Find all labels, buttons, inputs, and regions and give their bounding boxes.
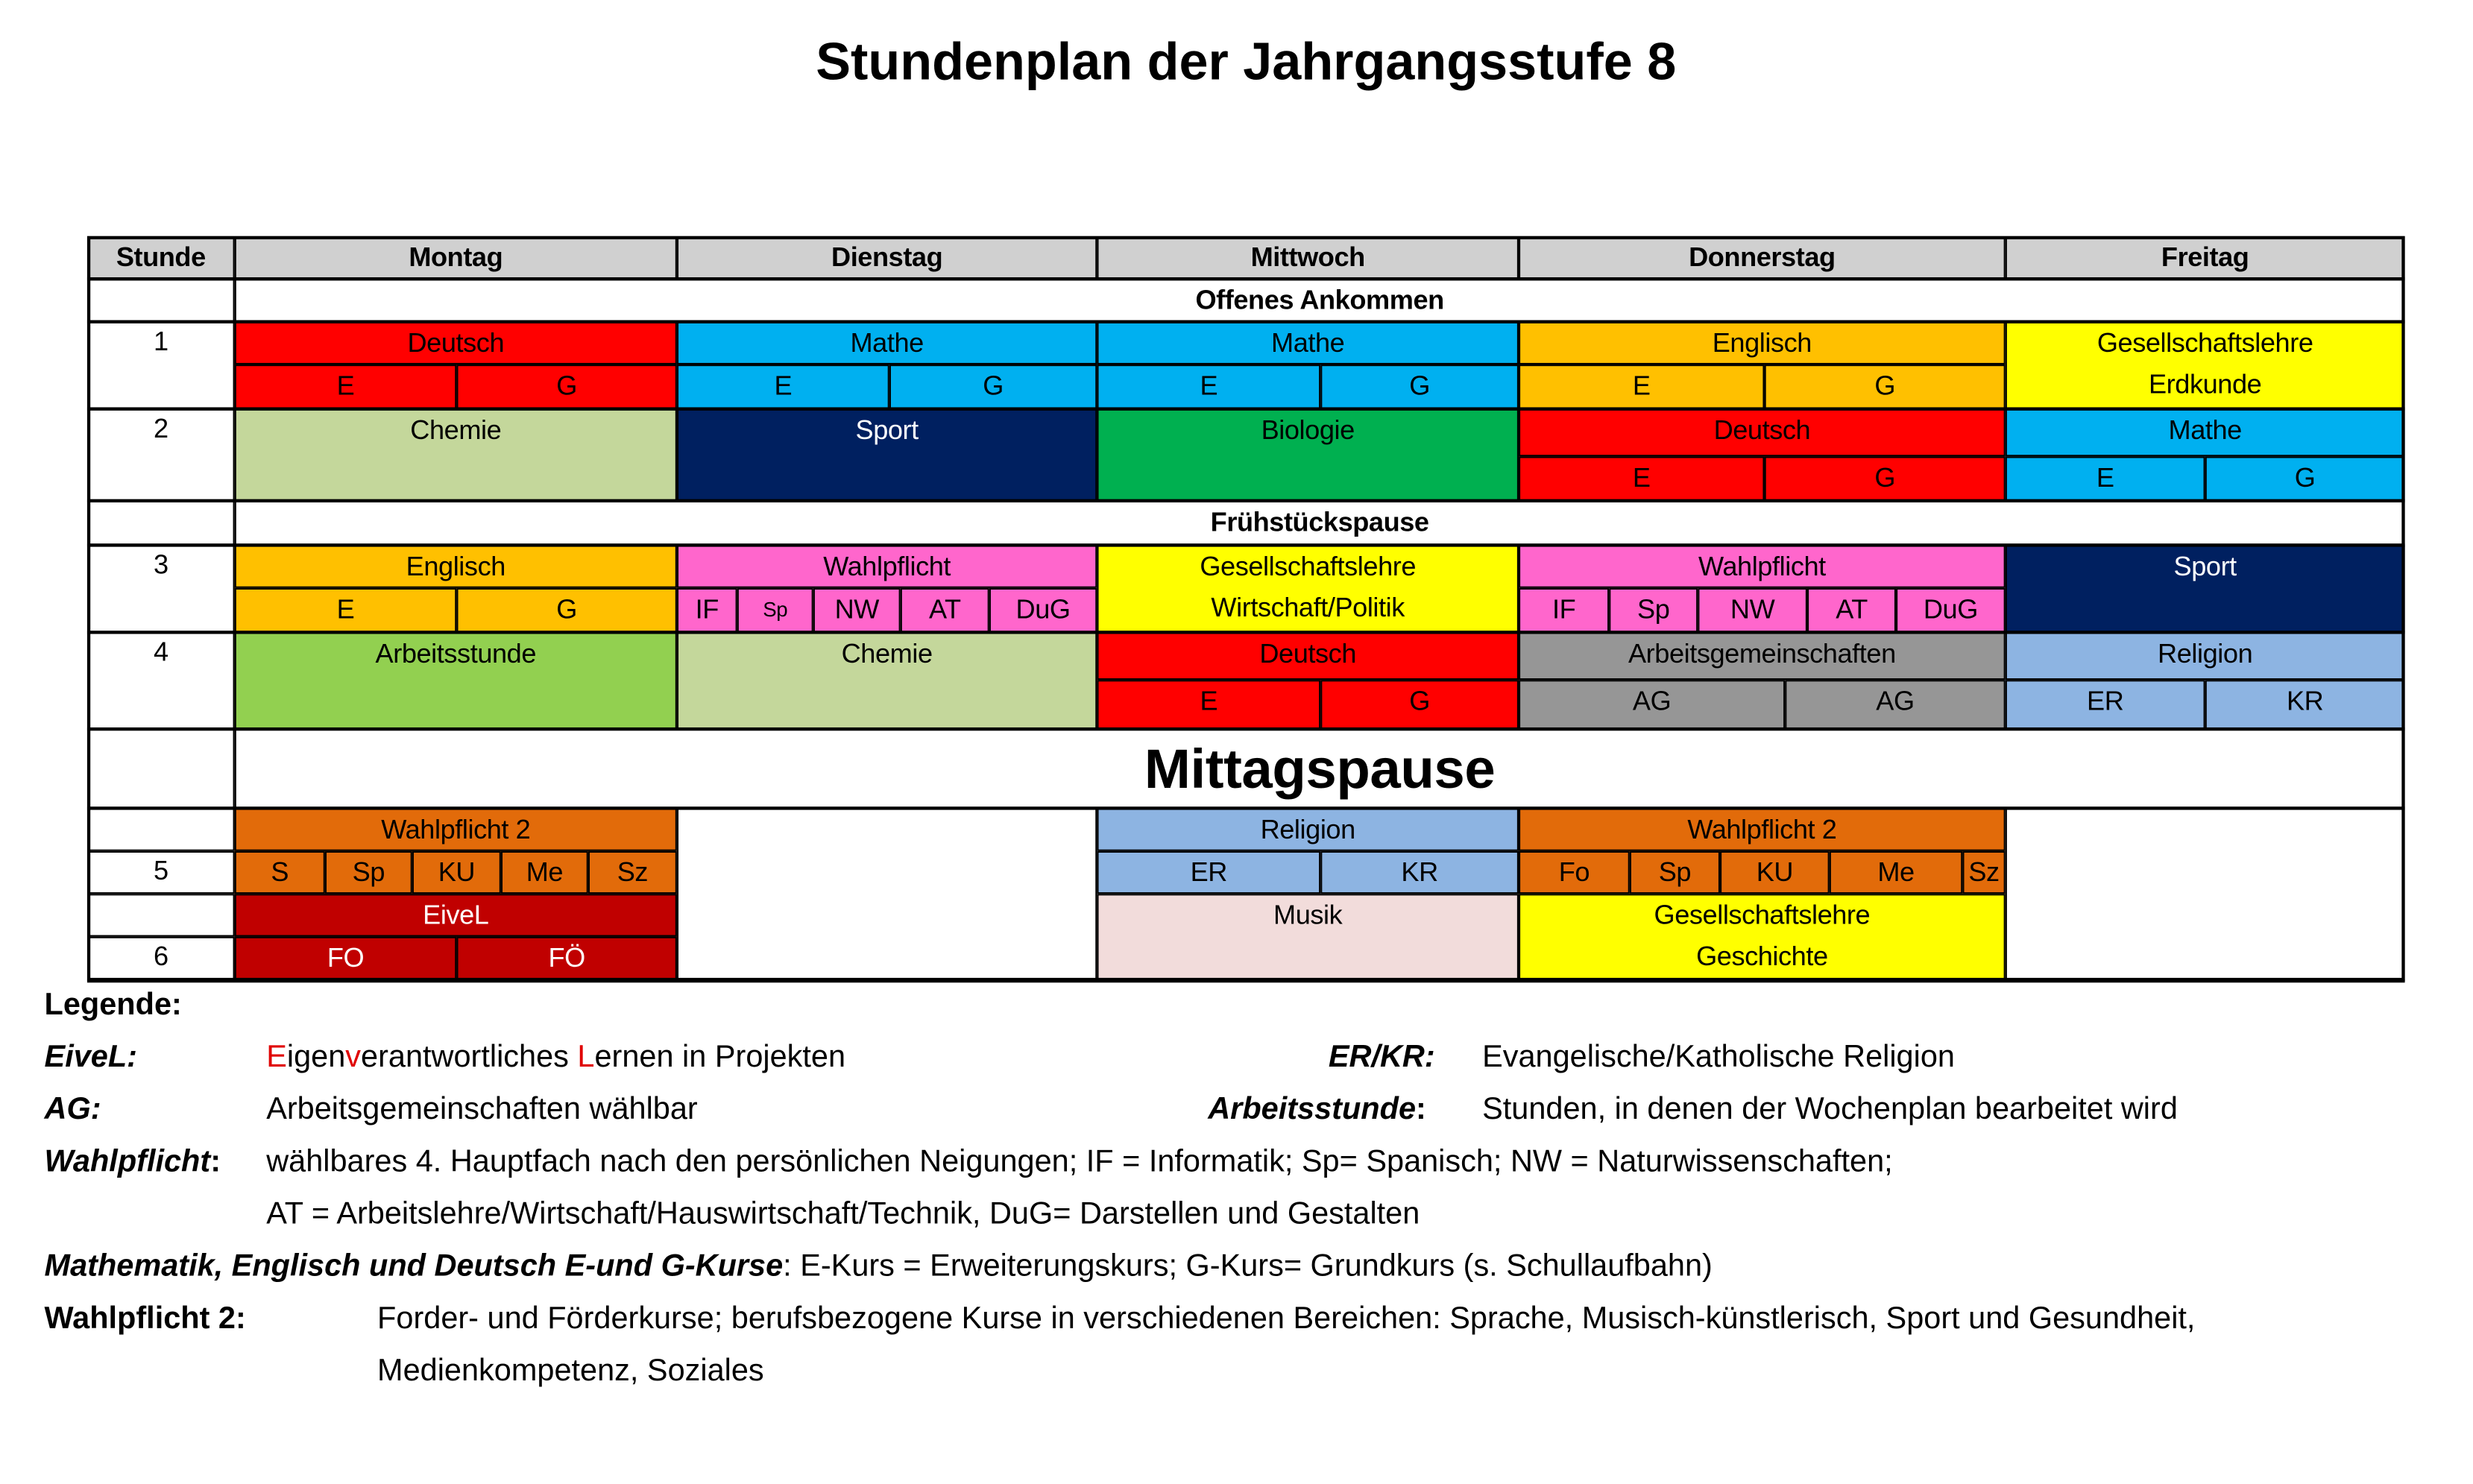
lesson-deutsch: Deutsch: [235, 322, 677, 364]
column-header-5: Freitag: [2006, 236, 2405, 279]
hour-cell: 6: [87, 937, 235, 982]
column-header-4: Donnerstag: [1519, 236, 2006, 279]
hour-cell: [87, 808, 235, 850]
lesson-dug: DuG: [1896, 588, 2006, 633]
legend-eivel-part: v: [345, 1039, 362, 1075]
column-header-0: Stunde: [87, 236, 235, 279]
lesson-sp: Sp: [1609, 588, 1698, 633]
lesson-kr: KR: [1320, 851, 1519, 894]
lesson-fö: FÖ: [456, 937, 677, 982]
lesson-e: E: [677, 364, 889, 409]
legend-term-kurse: Mathematik, Englisch und Deutsch E-und G-Kurse: [44, 1248, 784, 1284]
hour-cell: 2: [87, 409, 235, 501]
column-header-1: Montag: [235, 236, 677, 279]
legend-def-ag: Arbeitsgemeinschaften wählbar: [266, 1092, 698, 1127]
lesson-ag: AG: [1519, 680, 1785, 729]
break-mittagspause: Mittagspause: [235, 729, 2405, 808]
lesson-wahlpflicht-2: Wahlpflicht 2: [1519, 808, 2006, 850]
lesson-ku: KU: [412, 851, 501, 894]
break-fruehstueckspause: Frühstückspause: [235, 501, 2405, 546]
lesson-chemie: Chemie: [235, 409, 677, 501]
lesson-e: E: [235, 588, 457, 633]
lesson-g: G: [1765, 456, 2006, 501]
lesson-g: G: [1765, 364, 2006, 409]
lesson-gesellschaftslehre: [1097, 545, 1519, 632]
hour-cell: [87, 501, 235, 546]
lesson-wahlpflicht: Wahlpflicht: [677, 545, 1097, 587]
legend-def-eivel: [266, 1040, 845, 1076]
row-divider: [87, 277, 2405, 280]
lesson-e: E: [1097, 364, 1320, 409]
page-title: Stundenplan der Jahrgangsstufe 8: [816, 31, 1677, 91]
legend-heading: Legende:: [44, 987, 182, 1023]
lesson-chemie: Chemie: [677, 632, 1097, 729]
lesson-gesellschaftslehre: [2006, 322, 2405, 409]
cell-line: Gesellschaftslehre: [1654, 900, 1871, 931]
lesson-sport: Sport: [2006, 545, 2405, 632]
cell-line: Wirtschaft/Politik: [1211, 593, 1405, 623]
lesson-g: G: [889, 364, 1097, 409]
lesson-if: IF: [677, 588, 737, 633]
lesson-religion: Religion: [2006, 632, 2405, 680]
legend-def-wahlpflicht-cont: AT = Arbeitslehre/Wirtschaft/Hauswirtschaft/Technik, DuG= Darstellen und Gestalten: [266, 1196, 1420, 1232]
legend-eivel-part: E: [266, 1039, 287, 1075]
lesson-wahlpflicht-2: Wahlpflicht 2: [235, 808, 677, 850]
hour-cell: 3: [87, 545, 235, 632]
hour-cell: 1: [87, 322, 235, 409]
legend-def-arbeitsstunde: Stunden, in denen der Wochenplan bearbeitet wird: [1482, 1092, 2178, 1127]
lesson-g: G: [456, 588, 677, 633]
lesson-e: E: [235, 364, 457, 409]
lesson-er: ER: [2006, 680, 2205, 729]
legend-term-arbeitsstunde: [1208, 1092, 1426, 1128]
lesson-sz: Sz: [1962, 851, 2005, 894]
cell-line: Erdkunde: [2149, 369, 2262, 400]
lesson-mathe: Mathe: [2006, 409, 2405, 457]
lesson-sport: Sport: [677, 409, 1097, 501]
legend-term-wahlpflicht2: Wahlpflicht 2:: [44, 1301, 246, 1336]
lesson-musik: Musik: [1097, 894, 1519, 981]
lesson-fo: Fo: [1519, 851, 1630, 894]
lesson-e: E: [1519, 456, 1765, 501]
lesson-kr: KR: [2205, 680, 2405, 729]
legend-term-text: Wahlpflicht: [44, 1144, 211, 1179]
legend-term-wahlpflicht: [45, 1144, 221, 1181]
legend-eivel-part: ernen in Projekten: [594, 1039, 846, 1075]
row-divider: [87, 806, 2405, 809]
legend-colon: :: [1416, 1092, 1426, 1127]
lesson-ku: KU: [1720, 851, 1830, 894]
lesson-nw: NW: [813, 588, 901, 633]
lesson-deutsch: Deutsch: [1097, 632, 1519, 680]
legend-def-kurse: : E-Kurs = Erweiterungskurs; G-Kurs= Grundkurs (s. Schullaufbahn): [783, 1248, 1713, 1284]
lesson-sp: Sp: [1630, 851, 1720, 894]
lesson-gesellschaftslehre: [1519, 894, 2006, 981]
lesson-me: Me: [501, 851, 588, 894]
hour-cell: [87, 894, 235, 936]
cell-line: Gesellschaftslehre: [2096, 328, 2313, 359]
lesson-religion: Religion: [1097, 808, 1519, 850]
legend-term-ag: AG:: [44, 1092, 101, 1127]
lesson-at: AT: [901, 588, 989, 633]
lesson-wahlpflicht: Wahlpflicht: [1519, 545, 2006, 587]
lesson-g: G: [1320, 680, 1519, 729]
legend-eivel-part: L: [577, 1039, 595, 1075]
lesson-sp: Sp: [737, 588, 813, 633]
row-divider: [87, 979, 2405, 982]
hour-cell: 4: [87, 632, 235, 729]
legend-kurse: [45, 1249, 1713, 1286]
row-divider: [87, 631, 2405, 634]
hour-cell: 5: [87, 851, 235, 894]
lesson-arbeitsstunde: Arbeitsstunde: [235, 632, 677, 729]
legend-term-erkr: ER/KR:: [1328, 1039, 1435, 1075]
legend-def-wahlpflicht2: Forder- und Förderkurse; berufsbezogene Kurse in verschiedenen Bereichen: Sprache, Musisch-künstlerisch, Sport und Gesundheit,: [377, 1301, 2196, 1336]
row-divider: [87, 499, 2405, 502]
hour-cell: [87, 729, 235, 808]
legend-def-wahlpflicht2-cont: Medienkompetenz, Soziales: [377, 1353, 764, 1389]
legend-term-text: Arbeitsstunde: [1208, 1092, 1417, 1127]
lesson-ag: AG: [1785, 680, 2006, 729]
lesson-sp: Sp: [325, 851, 412, 894]
column-header-2: Dienstag: [677, 236, 1097, 279]
lesson-e: E: [1097, 680, 1320, 729]
row-divider: [87, 407, 2405, 410]
lesson-nw: NW: [1698, 588, 1807, 633]
lesson-g: G: [1320, 364, 1519, 409]
legend-def-wahlpflicht: wählbares 4. Hauptfach nach den persönlichen Neigungen; IF = Informatik; Sp= Spanisch; NW = Naturwissenschaften;: [266, 1144, 1893, 1179]
hour-cell: [87, 279, 235, 321]
legend-eivel-part: igen: [286, 1039, 346, 1075]
legend-colon: :: [210, 1144, 221, 1179]
lesson-e: E: [1519, 364, 1765, 409]
legend-def-erkr: Evangelische/Katholische Religion: [1482, 1039, 1955, 1075]
column-header-3: Mittwoch: [1097, 236, 1519, 279]
lesson-g: G: [2205, 456, 2405, 501]
row-divider: [87, 543, 2405, 546]
legend-eivel-part: erantwortliches: [361, 1039, 578, 1075]
lesson-er: ER: [1097, 851, 1320, 894]
lesson-deutsch: Deutsch: [1519, 409, 2006, 457]
break-offenes-ankommen: Offenes Ankommen: [235, 279, 2405, 321]
lesson-mathe: Mathe: [677, 322, 1097, 364]
lesson-sz: Sz: [588, 851, 677, 894]
lesson-me: Me: [1830, 851, 1963, 894]
row-divider: [87, 727, 2405, 730]
cell-line: Geschichte: [1696, 941, 1828, 972]
lesson-at: AT: [1807, 588, 1896, 633]
lesson-if: IF: [1519, 588, 1609, 633]
empty-slot: [677, 808, 1097, 981]
lesson-g: G: [456, 364, 677, 409]
lesson-s: S: [235, 851, 325, 894]
lesson-arbeitsgemeinschaften: Arbeitsgemeinschaften: [1519, 632, 2006, 680]
lesson-fo: FO: [235, 937, 457, 982]
lesson-mathe: Mathe: [1097, 322, 1519, 364]
empty-slot: [2006, 808, 2405, 981]
lesson-eivel: EiveL: [235, 894, 677, 936]
lesson-dug: DuG: [989, 588, 1097, 633]
cell-line: Gesellschaftslehre: [1200, 551, 1417, 582]
row-divider: [87, 321, 2405, 323]
lesson-englisch: Englisch: [235, 545, 677, 587]
legend-term-eivel: EiveL:: [44, 1039, 137, 1075]
lesson-biologie: Biologie: [1097, 409, 1519, 501]
lesson-e: E: [2006, 456, 2205, 501]
lesson-englisch: Englisch: [1519, 322, 2006, 364]
